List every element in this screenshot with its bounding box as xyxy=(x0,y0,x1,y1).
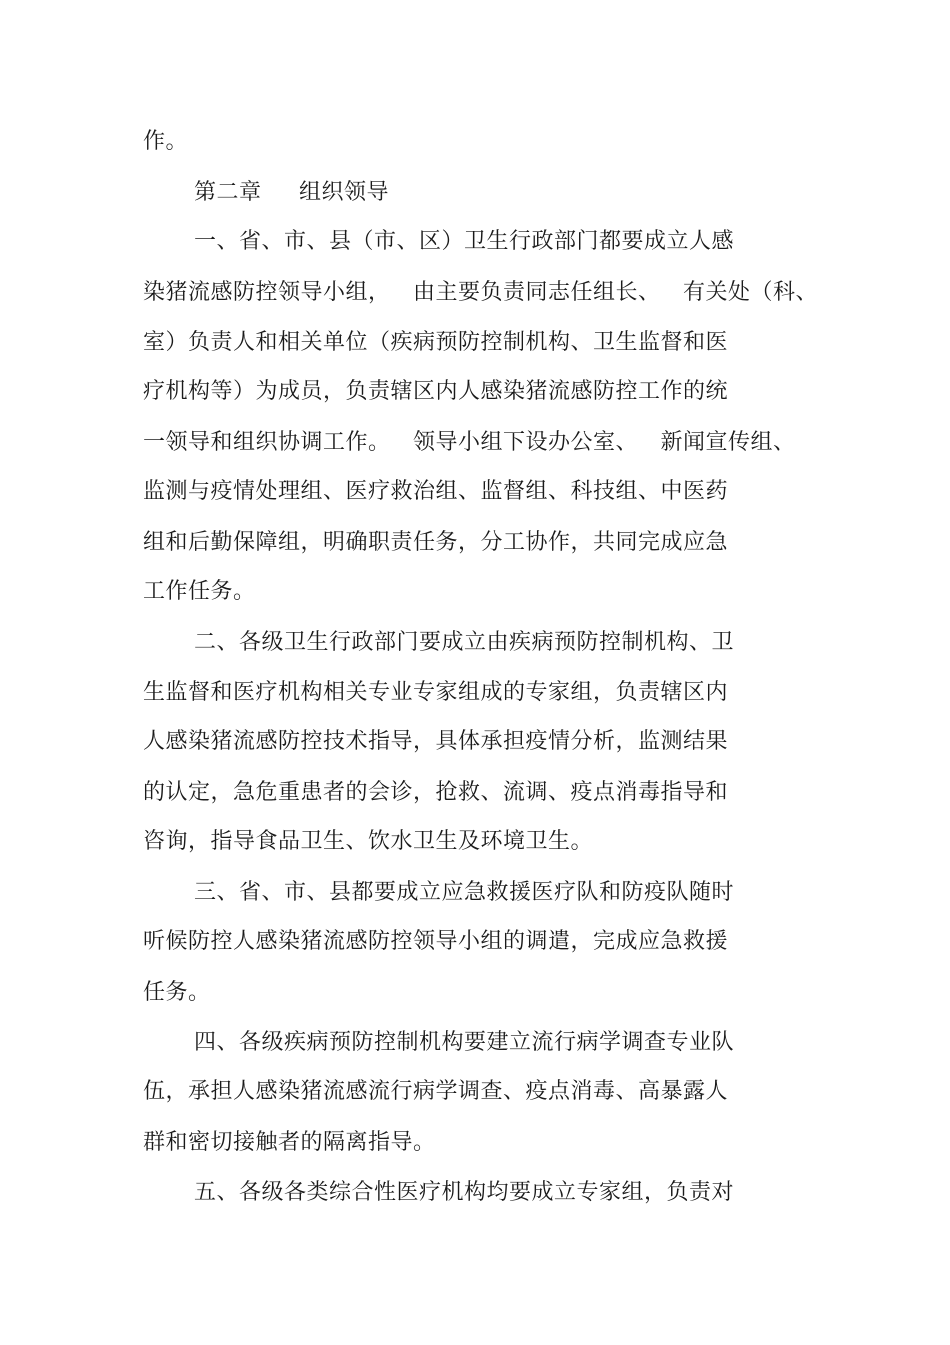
text-line: 室）负责人和相关单位（疾病预防控制机构、卫生监督和医 xyxy=(143,330,729,355)
text-line: 三、省、市、县都要成立应急救援医疗队和防疫队随时 xyxy=(194,880,735,905)
text-line: 咨询，指导食品卫生、饮水卫生及环境卫生。 xyxy=(143,829,594,854)
text-line: 一领导和组织协调工作。 领导小组下设办公室、 新闻宣传组、 xyxy=(143,430,796,455)
text-line: 生监督和医疗机构相关专业专家组成的专家组，负责辖区内 xyxy=(143,680,729,705)
text-line: 作。 xyxy=(143,129,189,154)
text-line: 监测与疫情处理组、医疗救治组、监督组、科技组、中医药 xyxy=(143,479,729,504)
text-line: 四、各级疾病预防控制机构要建立流行病学调查专业队 xyxy=(194,1030,735,1055)
text-line: 群和密切接触者的隔离指导。 xyxy=(143,1130,436,1155)
text-line: 人感染猪流感防控技术指导，具体承担疫情分析，监测结果 xyxy=(143,729,729,754)
text-line: 五、各级各类综合性医疗机构均要成立专家组，负责对 xyxy=(194,1180,735,1205)
text-line: 工作任务。 xyxy=(143,579,256,604)
text-line: 的认定，急危重患者的会诊，抢救、流调、疫点消毒指导和 xyxy=(143,780,729,805)
chapter-heading: 第二章 组织领导 xyxy=(194,180,389,205)
text-line: 二、各级卫生行政部门要成立由疾病预防控制机构、卫 xyxy=(194,630,735,655)
text-line: 任务。 xyxy=(143,980,211,1005)
text-line: 疗机构等）为成员，负责辖区内人感染猪流感防控工作的统 xyxy=(143,379,729,404)
text-line: 染猪流感防控领导小组， 由主要负责同志任组长、 有关处（科、 xyxy=(143,280,818,305)
text-line: 一、省、市、县（市、区）卫生行政部门都要成立人感 xyxy=(194,229,735,254)
text-line: 伍，承担人感染猪流感流行病学调查、疫点消毒、高暴露人 xyxy=(143,1079,729,1104)
text-line: 组和后勤保障组，明确职责任务，分工协作，共同完成应急 xyxy=(143,530,729,555)
text-line: 听候防控人感染猪流感防控领导小组的调遣，完成应急救援 xyxy=(143,929,729,954)
